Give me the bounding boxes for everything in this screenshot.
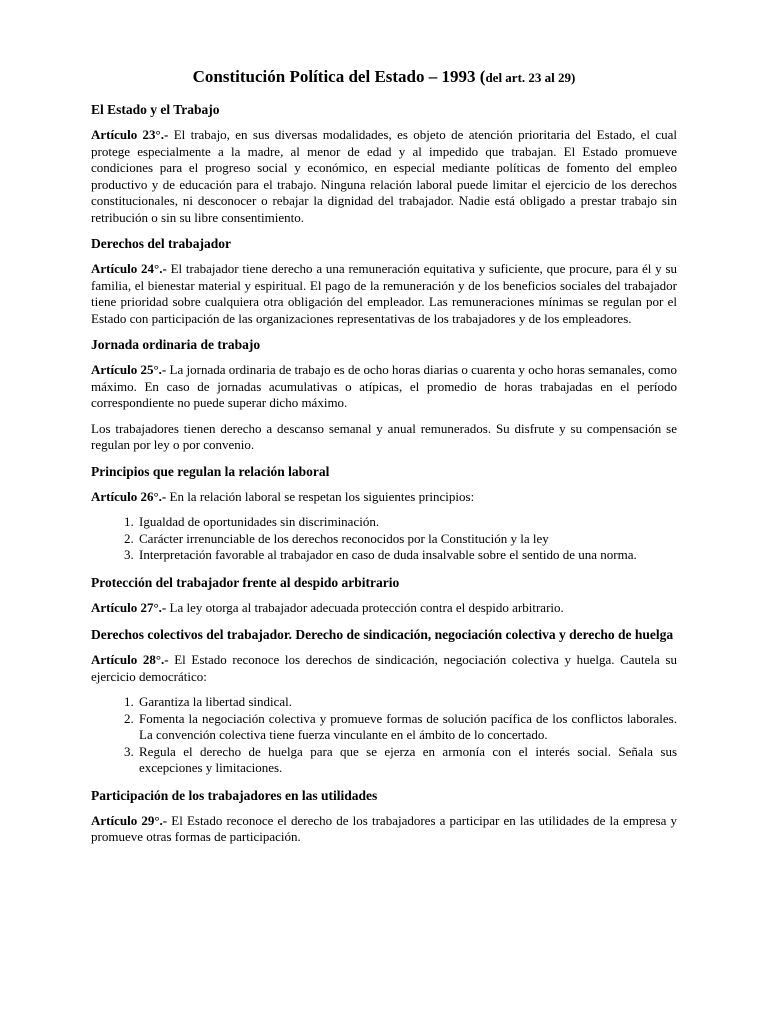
article-28-list xyxy=(91,694,677,777)
article-24-label: Artículo 24°.- xyxy=(91,261,167,276)
section-heading-art23: El Estado y el Trabajo xyxy=(91,102,220,117)
article-29 xyxy=(91,813,677,846)
section-heading-art27: Protección del trabajador frente al despido arbitrario xyxy=(91,574,400,590)
article-26 xyxy=(91,489,677,506)
title-main: Constitución Política del Estado – 1993 ( xyxy=(192,67,486,86)
article-26-text: En la relación laboral se respetan los siguientes principios: xyxy=(166,488,475,504)
list-item: 2. Fomenta la negociación colectiva y promueve formas de solución pacífica de los conflictos laborales. La convención colectiva tiene fuerza vinculante en el ámbito de lo concertado. xyxy=(137,711,677,744)
article-25-text: La jornada ordinaria de trabajo es de ocho horas diarias o cuarenta y ocho horas semanales, como máximo. En caso de jornadas acumulativas o atípicas, el promedio de horas trabajadas en el período correspondiente no puede superar dicho máximo. xyxy=(91,362,677,410)
article-25-paragraph-2: Los trabajadores tienen derecho a descanso semanal y anual remunerados. Su disfrute y su compensación se regulan por ley o por convenio. xyxy=(91,420,677,452)
article-23-text: El trabajo, en sus diversas modalidades, es objeto de atención prioritaria del Estado, el cual protege especialmente a la madre, al menor de edad y al impedido que trabajan. El Estado promueve condiciones para el progreso social y económico, en especial mediante políticas de fomento del empleo productivo y de educación para el trabajo. Ninguna relación laboral puede limitar el ejercicio de los derechos constitucionales, ni desconocer o rebajar la dignidad del trabajador. Nadie está obligado a prestar trabajo sin retribución o sin su libre consentimiento. xyxy=(91,127,677,225)
section-heading-art29: Participación de los trabajadores en las utilidades xyxy=(91,787,378,803)
list-item: 3. Regula el derecho de huelga para que se ejerza en armonía con el interés social. Señala sus excepciones y limitaciones. xyxy=(137,744,677,777)
section-heading-art28: Derechos colectivos del trabajador. Derecho de sindicación, negociación colectiva y derecho de huelga xyxy=(91,627,674,642)
article-28 xyxy=(91,652,677,685)
article-23-label: Artículo 23°.- xyxy=(91,127,169,142)
article-28-text: El Estado reconoce los derechos de sindicación, negociación colectiva y huelga. Cautela su ejercicio democrático: xyxy=(91,652,677,684)
list-item: 2. Carácter irrenunciable de los derechos reconocidos por la Constitución y la ley xyxy=(137,531,677,548)
article-29-label: Artículo 29°.- xyxy=(91,812,168,828)
article-23 xyxy=(91,127,677,226)
article-24-text: El trabajador tiene derecho a una remuneración equitativa y suficiente, que procure, para él y su familia, el bienestar material y espiritual. El pago de la remuneración y de los beneficios sociales del trabajador tiene prioridad sobre cualquiera otra obligación del empleador. Las remuneraciones mínimas se regulan por el Estado con participación de las organizaciones representativas de los trabajadores y de los empleadores. xyxy=(91,261,677,326)
document-title xyxy=(91,66,677,89)
section-heading-art26: Principios que regulan la relación laboral xyxy=(91,463,330,479)
article-27-label: Artículo 27°.- xyxy=(91,599,167,615)
article-25-label: Artículo 25°.- xyxy=(91,362,167,377)
article-25 xyxy=(91,362,677,412)
article-26-list xyxy=(91,514,677,564)
article-27-text: La ley otorga al trabajador adecuada protección contra el despido arbitrario. xyxy=(166,599,564,615)
section-heading-art25: Jornada ordinaria de trabajo xyxy=(91,337,261,352)
article-24 xyxy=(91,261,677,327)
list-item: 1. Garantiza la libertad sindical. xyxy=(137,694,677,711)
article-29-text: El Estado reconoce el derecho de los trabajadores a participar en las utilidades de la empresa y promueve otras formas de participación. xyxy=(91,812,677,844)
title-range: del art. 23 al 29) xyxy=(485,70,576,85)
section-heading-art24: Derechos del trabajador xyxy=(91,236,231,251)
article-27 xyxy=(91,600,677,617)
list-item: 3. Interpretación favorable al trabajador en caso de duda insalvable sobre el sentido de una norma. xyxy=(137,547,677,564)
article-28-label: Artículo 28°.- xyxy=(91,652,169,667)
article-26-label: Artículo 26°.- xyxy=(91,488,167,504)
list-item: 1. Igualdad de oportunidades sin discriminación. xyxy=(137,514,677,531)
